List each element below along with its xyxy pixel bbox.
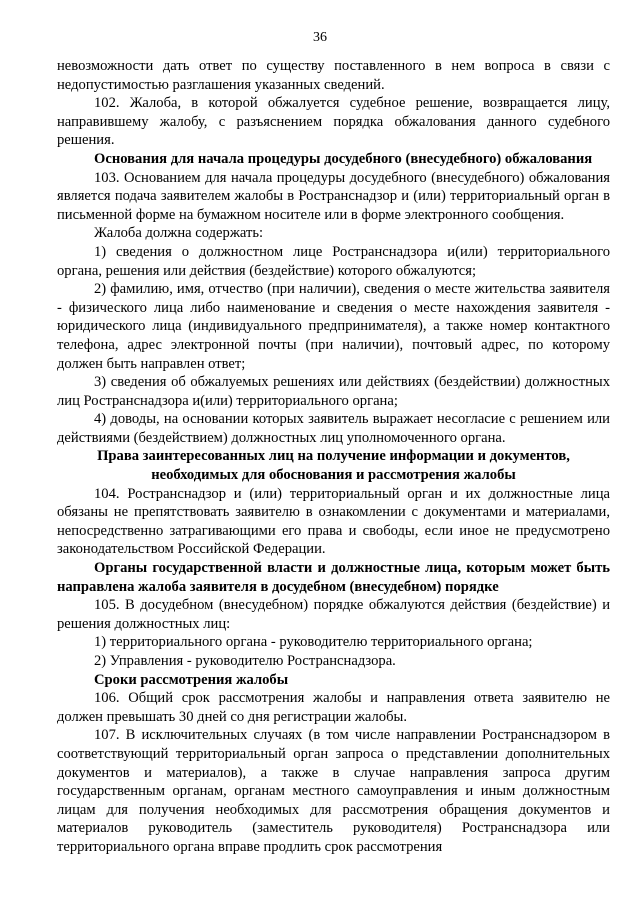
heading-review-deadlines: Сроки рассмотрения жалобы bbox=[94, 671, 289, 688]
paragraph-102: 102. Жалоба, в которой обжалуется судебное решение, возвращается лицу, направившему жалобу, с разъяснением порядка обжалования данного судебного решения. bbox=[57, 95, 610, 149]
list-item-directorate: 2) Управления - руководителю Ространснадзора. bbox=[94, 653, 396, 669]
page-number: 36 bbox=[313, 30, 327, 45]
paragraph-103: 103. Основанием для начала процедуры досудебного (внесудебного) обжалования является подача заявителем жалобы в Ространснадзор и (или) территориальный орган в письменной форме на бумажном носителе или в форме электронного сообщения. bbox=[57, 169, 610, 223]
paragraph-continuation: невозможности дать ответ по существу поставленного в нем вопроса в связи с недопустимостью разглашения указанных сведений. bbox=[57, 58, 610, 93]
paragraph-107: 107. В исключительных случаях (в том числе направлении Ространснадзором в соответствующий территориальный орган запроса о представлении дополнительных документов и материалов), а также в случае направления запроса другим государственным органам, органам местного самоуправления и иным должностным лицам для получения необходимых для рассмотрения обращения документов и материалов руководитель (заместитель руководителя) Ространснадзора или территориального органа вправе продлить срок рассмотрения bbox=[57, 727, 610, 855]
list-item-territorial-body: 1) территориального органа - руководителю территориального органа; bbox=[94, 634, 533, 651]
paragraph-105: 105. В досудебном (внесудебном) порядке обжалуются действия (бездействие) и решения должностных лиц: bbox=[57, 597, 610, 632]
paragraph-106: 106. Общий срок рассмотрения жалобы и направления ответа заявителю не должен превышать 30 дней со дня регистрации жалобы. bbox=[57, 690, 610, 725]
list-item-3: 3) сведения об обжалуемых решениях или действиях (бездействии) должностных лиц Ространснадзора и(или) территориального органа; bbox=[57, 374, 610, 409]
paragraph-104: 104. Ространснадзор и (или) территориальный орган и их должностные лица обязаны не препятствовать заявителю в ознакомлении с документами и материалами, непосредственно затрагивающими его права и свободы, если иное не предусмотрено законодательством Российской Федерации. bbox=[57, 485, 610, 558]
heading-authorities-for-complaint: Органы государственной власти и должностные лица, которым может быть направлена жалоба заявителя в досудебном (внесудебном) порядке bbox=[57, 560, 610, 595]
paragraph-complaint-must-contain: Жалоба должна содержать: bbox=[94, 225, 264, 242]
list-item-2: 2) фамилию, имя, отчество (при наличии), сведения о месте жительства заявителя - физического лица либо наименование и сведения о месте нахождения заявителя - юридического лица (индивидуального предпринимателя), а также номер контактного телефона, адрес электронной почты (при наличии), почтовый адрес, по которому должен быть направлен ответ; bbox=[57, 281, 610, 372]
document-body bbox=[57, 57, 610, 857]
heading-rights-to-information: Права заинтересованных лиц на получение информации и документов, необходимых для обоснования и рассмотрения жалобы bbox=[97, 448, 570, 484]
heading-grounds-for-appeal: Основания для начала процедуры досудебного (внесудебного) обжалования bbox=[94, 150, 593, 167]
list-item-4: 4) доводы, на основании которых заявитель выражает несогласие с решением или действиями (бездействием) должностных лиц уполномоченного органа. bbox=[57, 411, 610, 446]
list-item-1: 1) сведения о должностном лице Ространснадзора и(или) территориального органа, решения или действия (бездействие) которого обжалуются; bbox=[57, 243, 610, 279]
